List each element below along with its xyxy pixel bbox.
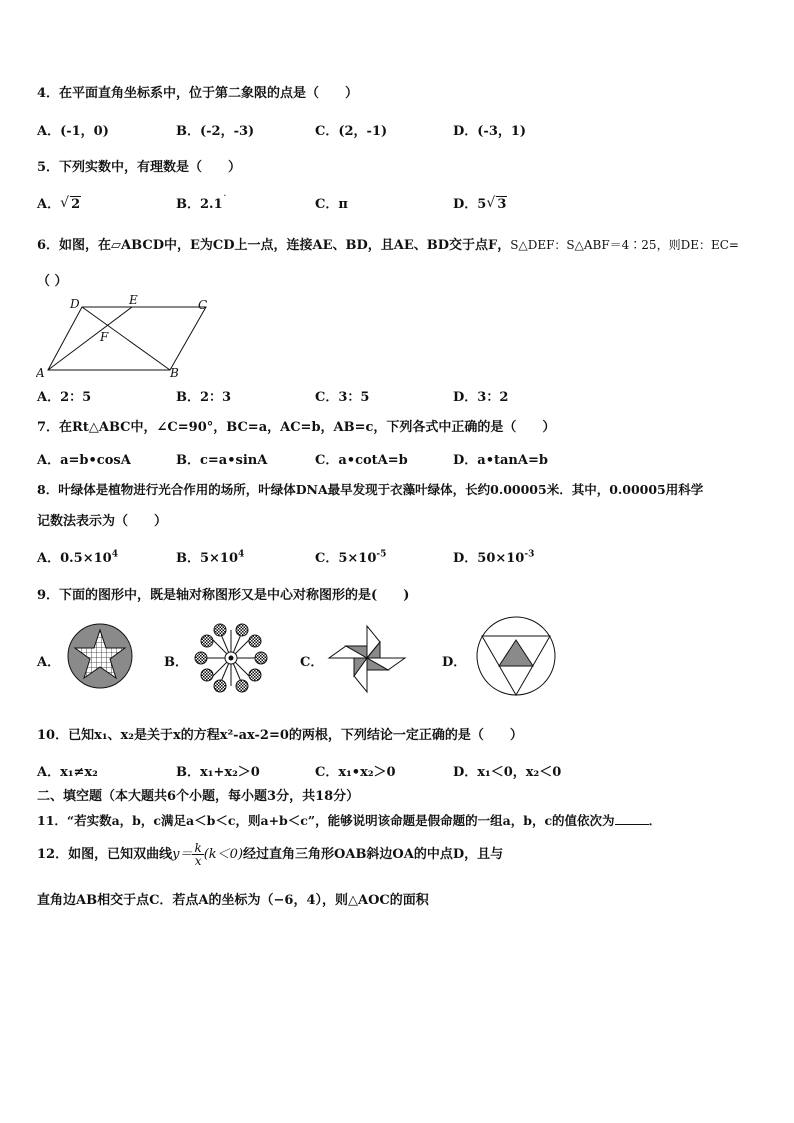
q6-stem — [37, 234, 739, 253]
q7-option-a[interactable]: A．a=b•cosA — [37, 453, 131, 468]
q12-formula — [172, 841, 244, 868]
q7-option-b[interactable]: B．c=a•sinA — [176, 453, 268, 468]
q10-option-a[interactable]: A．x₁≠x₂ — [37, 765, 98, 780]
q9-label-c[interactable]: C． — [300, 655, 324, 670]
label-c: C — [198, 298, 208, 312]
q5-option-c[interactable]: C．π — [315, 197, 348, 212]
label-f: F — [100, 330, 109, 344]
q6-option-a[interactable]: A．2：5 — [37, 390, 92, 405]
q11-answer-blank[interactable] — [615, 812, 649, 825]
q12-stem-post: 经过直角三角形OAB斜边OA的中点D，且与 — [243, 847, 504, 862]
label-d: D — [70, 297, 80, 311]
q5-option-d[interactable] — [453, 193, 507, 212]
q8-option-d-exp: -3 — [524, 549, 535, 560]
q9-stem: 9．下面的图形中，既是轴对称图形又是中心对称图形的是( ) — [37, 588, 410, 603]
q8-stem-line2: 记数法表示为（ ） — [37, 514, 168, 529]
q12-stem-line2: 直角边AB相交于点C．若点A的坐标为（−6，4），则△AOC的面积 — [37, 893, 429, 908]
q12-stem-pre: 12．如图，已知双曲线 — [37, 847, 173, 862]
q8-option-c[interactable] — [315, 547, 386, 566]
label-b: B — [170, 366, 179, 379]
q6-stem-end: （ ） — [37, 274, 68, 289]
q8-stem-line1: 8．叶绿体是植物进行光合作用的场所，叶绿体DNA最早发现于衣藻叶绿体，长约0.00005米．其中，0.00005用科学 — [37, 482, 704, 497]
q9-figure-a-star-circle[interactable] — [66, 622, 138, 694]
q12-formula-num: k — [194, 841, 202, 855]
q8-option-d-base: D．50×10 — [453, 551, 525, 566]
q8-option-b-base: B．5×10 — [176, 551, 239, 566]
sqrt-sign: √ 2 — [60, 195, 81, 212]
q10-option-d[interactable]: D．x₁＜0，x₂＜0 — [453, 765, 562, 780]
q8-option-a[interactable] — [37, 547, 118, 566]
q9-figure-b-flower[interactable] — [194, 622, 268, 694]
q4-option-d[interactable]: D．(-3，1) — [453, 124, 527, 139]
q10-stem: 10．已知x₁、x₂是关于x的方程x²-ax-2=0的两根，下列结论一定正确的是（ ） — [37, 728, 523, 743]
q6-stem-text: 6．如图，在▱ABCD中，E为CD上一点，连接AE、BD，且AE、BD交于点F， — [37, 238, 511, 253]
q8-option-d[interactable] — [453, 547, 534, 566]
q5-option-b[interactable] — [176, 193, 227, 212]
segment-bd — [82, 307, 170, 370]
q8-option-b-exp: 4 — [238, 549, 245, 560]
q7-stem: 7．在Rt△ABC中，∠C=90°，BC=a，AC=b，AB=c，下列各式中正确的是（ ） — [37, 420, 556, 435]
q9-figure-c-pinwheel[interactable] — [322, 620, 412, 700]
q4-options — [37, 120, 737, 140]
segment-ae — [48, 307, 132, 370]
q10-options — [37, 761, 737, 781]
parallelogram-abcd — [48, 307, 206, 370]
q5-option-b-prefix: B． — [176, 197, 200, 212]
q4-stem: 4．在平面直角坐标系中，位于第二象限的点是（ ） — [37, 86, 359, 101]
q5-option-a-radicand: 2 — [71, 197, 81, 212]
q5-options — [37, 193, 737, 213]
q4-option-c[interactable]: C．(2，-1) — [315, 124, 388, 139]
q12-formula-cond: (k＜0) — [203, 847, 244, 862]
q9-label-d[interactable]: D． — [442, 655, 467, 670]
q6-option-b[interactable]: B．2：3 — [176, 390, 232, 405]
q11-stem — [37, 811, 661, 829]
label-e: E — [129, 293, 138, 307]
q5-option-a[interactable] — [37, 193, 81, 212]
q12-stem-line1 — [37, 842, 503, 867]
q5-option-a-prefix: A． — [37, 197, 61, 212]
q9-figure-d-circle-triangles[interactable] — [474, 614, 558, 698]
q12-formula-den: x — [194, 854, 202, 868]
q8-option-a-exp: 4 — [111, 549, 118, 560]
q7-option-d[interactable]: D．a•tanA=b — [453, 453, 548, 468]
q12-formula-y: y＝ — [172, 847, 193, 862]
q6-options — [37, 386, 737, 406]
repeating-decimal-dot-icon: ˙ — [222, 195, 228, 205]
q6-option-d[interactable]: D．3：2 — [453, 390, 509, 405]
q8-option-b[interactable] — [176, 547, 244, 566]
q11-stem-text: 11．“若实数a，b，c满足a＜b＜c，则a+b＜c”，能够说明该命题是假命题的一组a，b，c的值依次为 — [37, 813, 615, 828]
q5-option-d-radicand: 3 — [497, 197, 507, 212]
q7-options — [37, 449, 737, 469]
q12-formula-fraction — [192, 842, 203, 867]
q6-ratio-text: S△DEF：S△ABF＝4∶25，则DE：EC= — [510, 238, 739, 252]
section2-title: 二、填空题（本大题共6个小题，每小题3分，共18分） — [37, 789, 360, 804]
q8-option-a-base: A．0.5×10 — [37, 551, 112, 566]
q8-option-c-base: C．5×10 — [315, 551, 377, 566]
q4-option-a[interactable]: A．(-1，0) — [37, 124, 109, 139]
q5-option-b-value: 2.1 — [200, 197, 223, 212]
q5-stem: 5．下列实数中，有理数是（ ） — [37, 160, 242, 175]
label-a: A — [36, 366, 45, 379]
q7-option-c[interactable]: C．a•cotA=b — [315, 453, 408, 468]
q9-label-b[interactable]: B． — [164, 655, 188, 670]
q10-option-b[interactable]: B．x₁+x₂＞0 — [176, 765, 260, 780]
q5-option-d-coef: 5 — [477, 197, 487, 212]
q10-option-c[interactable]: C．x₁•x₂＞0 — [315, 765, 396, 780]
q5-option-d-prefix: D． — [453, 197, 478, 212]
q9-label-a[interactable]: A． — [37, 655, 61, 670]
q4-option-b[interactable]: B．(-2，-3) — [176, 124, 255, 139]
q6-option-c[interactable]: C．3：5 — [315, 390, 370, 405]
sqrt-sign: √ 3 — [486, 195, 507, 212]
parallelogram-figure — [36, 293, 216, 379]
q8-options — [37, 547, 737, 567]
q8-option-c-exp: -5 — [376, 549, 387, 560]
q11-stem-end: ． — [648, 813, 662, 828]
